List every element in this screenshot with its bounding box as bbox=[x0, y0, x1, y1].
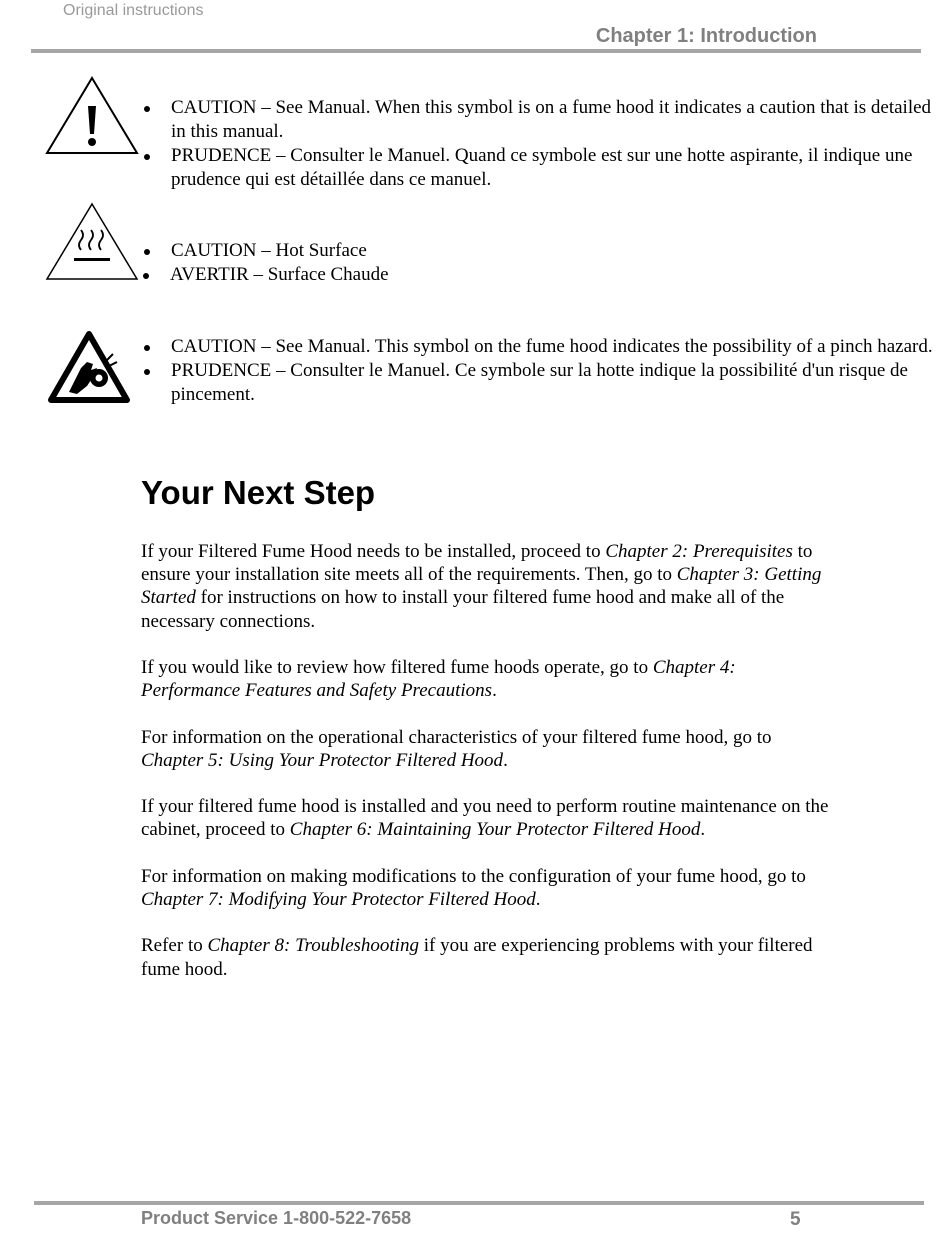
paragraph bbox=[141, 540, 831, 633]
paragraph bbox=[141, 934, 831, 980]
header-rule bbox=[31, 49, 921, 53]
text-run: For information on making modifications to the configuration of your fume hood, go to bbox=[141, 865, 806, 887]
text-run: . bbox=[700, 819, 706, 841]
list-item: PRUDENCE – Consulter le Manuel. Ce symbole sur la hotte indique la possibilité d'un risque de pincement. bbox=[141, 359, 950, 407]
text-run: If your filtered fume hood is installed and you need to perform routine maintenance on the cabinet, proceed to bbox=[141, 796, 829, 841]
chapter-reference: Chapter 8: Troubleshooting bbox=[207, 935, 419, 957]
top-note: Original instructions bbox=[63, 2, 204, 19]
chapter-reference: Chapter 7: Modifying Your Protector Filtered Hood bbox=[141, 888, 536, 910]
text-run: to ensure your installation site meets all of the requirements. Then, go to bbox=[141, 541, 813, 586]
text-run: . bbox=[535, 888, 541, 910]
text-run: For information on the operational characteristics of your filtered fume hood, go to bbox=[141, 726, 772, 748]
caution-exclamation-icon bbox=[45, 76, 139, 156]
paragraph bbox=[141, 865, 831, 911]
footer-service: Product Service 1-800-522-7658 bbox=[141, 1208, 412, 1228]
list-item: CAUTION – Hot Surface bbox=[141, 239, 389, 263]
list-item: CAUTION – See Manual. This symbol on the fume hood indicates the possibility of a pinch hazard. bbox=[141, 335, 950, 359]
chapter-reference: Chapter 3: Getting Started bbox=[141, 564, 822, 609]
text-run: Refer to bbox=[141, 935, 208, 957]
paragraph bbox=[141, 726, 831, 772]
chapter-header: Chapter 1: Introduction bbox=[595, 25, 817, 47]
list-item: PRUDENCE – Consulter le Manuel. Quand ce symbole est sur une hotte aspirante, il indique une prudence qui est détaillée dans ce manuel. bbox=[141, 144, 950, 192]
footer-rule bbox=[34, 1201, 924, 1205]
chapter-reference: Chapter 6: Maintaining Your Protector Filtered Hood bbox=[289, 819, 701, 841]
caution-manual-list bbox=[141, 96, 950, 192]
paragraph bbox=[141, 795, 831, 841]
chapter-reference: Chapter 4: Performance Features and Safety Precautions bbox=[141, 657, 736, 702]
text-run: if you are experiencing problems with your filtered fume hood. bbox=[141, 935, 813, 980]
text-run: . bbox=[503, 749, 508, 771]
list-item: AVERTIR – Surface Chaude bbox=[140, 263, 389, 287]
text-run: . bbox=[492, 680, 497, 702]
chapter-reference: Chapter 2: Prerequisites bbox=[605, 541, 793, 562]
hot-surface-list bbox=[141, 239, 389, 287]
hot-surface-icon bbox=[45, 202, 139, 282]
text-run: If you would like to review how filtered fume hoods operate, go to bbox=[141, 657, 653, 678]
next-step-body bbox=[141, 540, 831, 1004]
chapter-reference: Chapter 5: Using Your Protector Filtered Hood bbox=[141, 749, 504, 771]
paragraph bbox=[141, 656, 831, 702]
list-item: CAUTION – See Manual. When this symbol is on a fume hood it indicates a caution that is detailed in this manual. bbox=[141, 96, 950, 144]
page-number: 5 bbox=[790, 1209, 801, 1230]
section-heading: Your Next Step bbox=[141, 474, 376, 511]
text-run: If your Filtered Fume Hood needs to be installed, proceed to bbox=[141, 541, 606, 562]
pinch-hazard-list bbox=[141, 335, 950, 407]
text-run: for instructions on how to install your filtered fume hood and make all of the necessary connections. bbox=[141, 587, 785, 632]
pinch-hazard-icon bbox=[47, 330, 131, 404]
